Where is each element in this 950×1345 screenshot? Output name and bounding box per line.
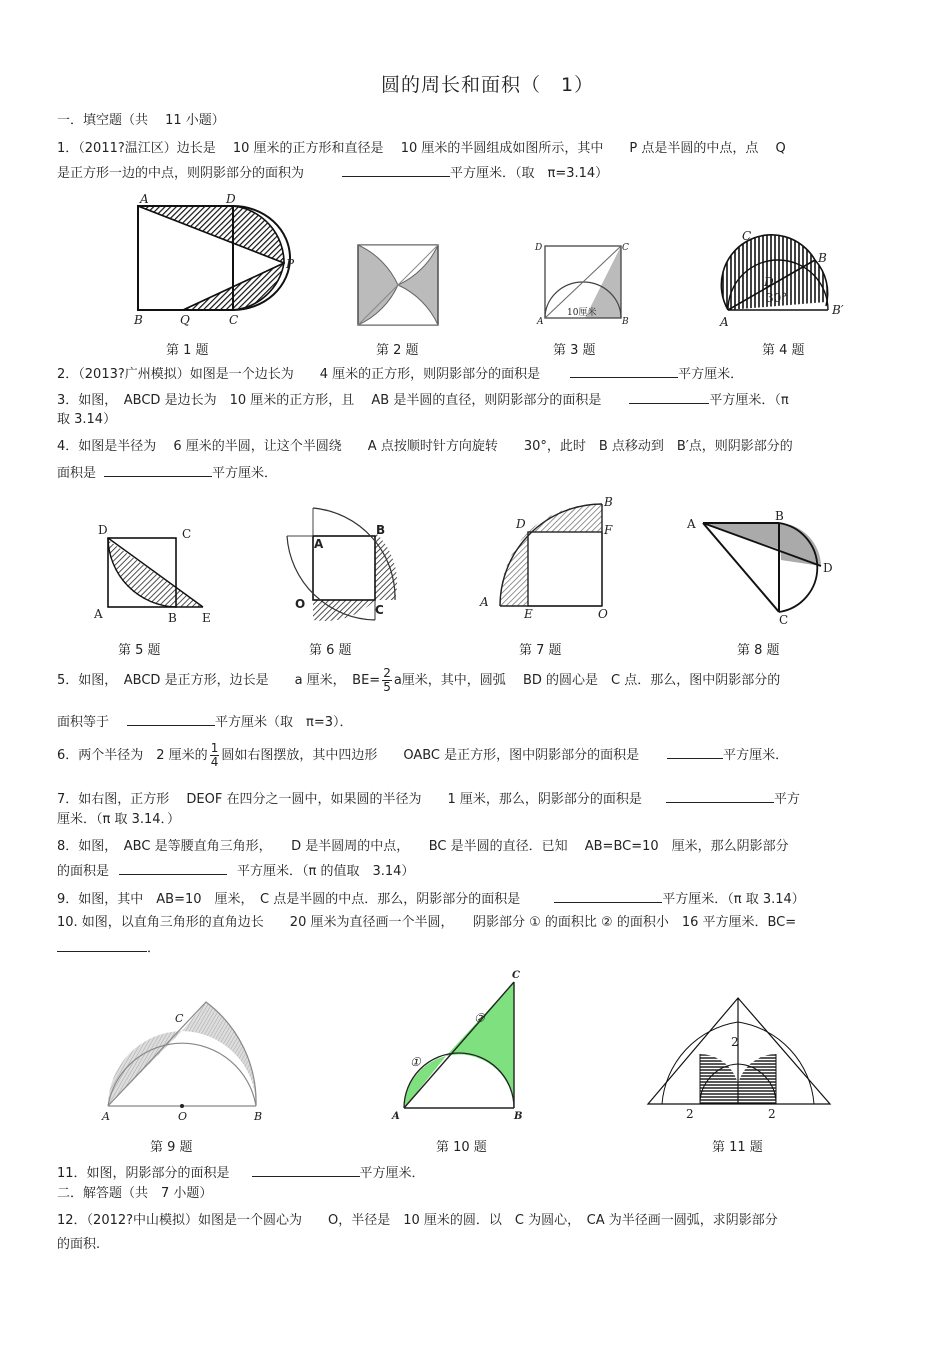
f11-label-height: 2	[731, 1035, 739, 1049]
q6-fraction-numerator: 1	[210, 741, 219, 755]
section-1-heading: 一．填空题（共 11 小题）	[57, 113, 225, 128]
caption-2: 第 2 题	[376, 343, 419, 358]
f5-label-A: A	[94, 607, 103, 621]
f7-label-O: O	[598, 607, 608, 621]
f5-label-D: D	[98, 523, 108, 537]
f3-label-A: A	[537, 317, 544, 327]
f8-label-D: D	[823, 561, 833, 575]
q6-text-c: 平方厘米．	[723, 748, 789, 763]
q7-text-a: 7．如右图，正方形 DEOF 在四分之一圆中，如果圆的半径为 1 厘米，那么，阴影部分的面积是	[57, 792, 642, 807]
caption-4: 第 4 题	[762, 343, 805, 358]
f8-label-C: C	[779, 613, 789, 627]
q1-text-a: 是正方形一边的中点，则阴影部分的面积为	[57, 166, 305, 181]
f7-label-A: A	[480, 595, 489, 609]
f7-label-E: E	[524, 607, 533, 621]
figure-6	[283, 504, 408, 624]
f6-label-B: B	[376, 523, 386, 537]
question-4-line-1: 4．如图是半径为 6 厘米的半圆，让这个半圆绕 A 点按顺时针方向旋转 30°，此时 B 点移动到 B′点，则阴影部分的	[57, 439, 793, 454]
question-10-line-1: 10. 如图，以直角三角形的直角边长 20 厘米为直径画一个半圆， 阴影部分 ① 的面积比 ② 的面积小 16 平方厘米．BC=	[57, 915, 797, 930]
figure-7	[476, 494, 626, 622]
f1-label-A: A	[140, 192, 149, 206]
f8-label-A: A	[687, 517, 696, 531]
figure-5	[88, 518, 223, 628]
f11-label-left: 2	[686, 1107, 694, 1121]
question-9	[57, 888, 805, 909]
f1-label-B: B	[134, 313, 143, 327]
section-2-heading: 二．解答题（共 7 小题）	[57, 1186, 213, 1201]
question-11	[57, 1162, 425, 1183]
caption-3: 第 3 题	[553, 343, 596, 358]
caption-6: 第 6 题	[309, 643, 352, 658]
question-3-line-1	[57, 389, 789, 410]
q4-text-b: 平方厘米．	[212, 466, 278, 481]
f10-label-A: A	[392, 1111, 400, 1122]
f7-label-F: F	[604, 523, 613, 537]
q9-answer-blank[interactable]	[554, 888, 662, 903]
question-7-line-2: 厘米．（π 取 3.14．）	[57, 812, 181, 827]
f3-label-D: D	[535, 243, 543, 253]
q5-answer-blank[interactable]	[127, 711, 215, 726]
figure-9	[96, 994, 276, 1124]
q6-answer-blank[interactable]	[667, 744, 723, 759]
f5-label-B: B	[168, 611, 177, 625]
q3-text-a: 3．如图， ABCD 是边长为 10 厘米的正方形，且 AB 是半圆的直径，则阴影部分的面积是	[57, 393, 602, 408]
q10-answer-blank[interactable]	[57, 937, 147, 952]
f4-label-B: B	[818, 251, 827, 265]
q8-text-b: 平方厘米．（π 的值取 3.14）	[237, 864, 415, 879]
question-8-line-2	[57, 860, 414, 881]
figure-11	[642, 994, 838, 1124]
caption-5: 第 5 题	[118, 643, 161, 658]
f5-label-C: C	[182, 527, 192, 541]
f11-label-right: 2	[768, 1107, 776, 1121]
f7-label-D: D	[516, 517, 526, 531]
question-7-line-1	[57, 788, 800, 809]
question-2	[57, 363, 743, 384]
caption-9: 第 9 题	[150, 1140, 193, 1155]
f7-label-B: B	[604, 495, 613, 509]
caption-11: 第 11 题	[712, 1140, 763, 1155]
question-5-line-2	[57, 711, 353, 732]
f3-label-length: 10厘米	[567, 308, 597, 318]
f6-label-A: A	[314, 537, 324, 551]
question-3-line-2: 取 3.14）	[57, 412, 117, 427]
f1-label-P: P	[286, 257, 295, 271]
q10-text-b: ．	[147, 941, 161, 956]
f10-label-B: B	[514, 1111, 523, 1122]
f1-label-D: D	[226, 192, 236, 206]
f9-label-O: O	[178, 1110, 188, 1123]
f4-label-angle: 30°	[766, 291, 788, 305]
question-1-line-2	[57, 162, 608, 183]
figure-4	[714, 222, 864, 332]
q5-fraction	[382, 667, 392, 694]
f9-label-C: C	[175, 1012, 184, 1025]
f4-label-C: C	[742, 229, 752, 243]
q7-text-b: 平方	[773, 792, 800, 807]
q6-fraction	[210, 742, 220, 769]
q6-fraction-denominator: 4	[210, 755, 219, 769]
question-10-line-2	[57, 937, 160, 958]
f4-label-A: A	[720, 315, 729, 329]
q7-answer-blank[interactable]	[666, 788, 774, 803]
f6-label-O: O	[295, 597, 306, 611]
caption-7: 第 7 题	[519, 643, 562, 658]
figure-8	[683, 508, 848, 628]
q11-text-a: 11．如图，阴影部分的面积是	[57, 1166, 230, 1181]
q2-text-b: 平方厘米．	[678, 367, 744, 382]
q8-answer-blank[interactable]	[119, 860, 227, 875]
question-1-line-1: 1．（2011?温江区）边长是 10 厘米的正方形和直径是 10 厘米的半圆组成如图所示，其中 P 点是半圆的中点，点 Q	[57, 141, 786, 156]
f4-label-Bprime: B′	[832, 303, 844, 317]
q5-text-d: 平方厘米（取 π=3）．	[215, 715, 353, 730]
q3-answer-blank[interactable]	[629, 389, 709, 404]
q5-text-a: 5．如图， ABCD 是正方形，边长是 a 厘米， BE=	[57, 673, 381, 688]
f1-label-C: C	[229, 313, 239, 327]
q6-text-a: 6．两个半径为 2 厘米的	[57, 748, 208, 763]
caption-8: 第 8 题	[737, 643, 780, 658]
q1-text-b: 平方厘米．（取 π=3.14）	[450, 166, 609, 181]
question-12-line-2: 的面积.	[57, 1237, 101, 1252]
f10-label-C: C	[512, 970, 520, 981]
q1-answer-blank[interactable]	[342, 162, 450, 177]
q5-fraction-numerator: 2	[383, 666, 391, 680]
f8-label-B: B	[775, 509, 784, 523]
f10-label-2: ②	[474, 1011, 485, 1025]
question-12-line-1: 12．（2012?中山模拟）如图是一个圆心为 O，半径是 10 厘米的圆．以 C 为圆心， CA 为半径画一圆弧，求阴影部分	[57, 1213, 778, 1228]
f3-label-B: B	[622, 317, 629, 327]
q3-text-b: 平方厘米．（π	[709, 393, 789, 408]
q2-text-a: 2．（2013?广州模拟）如图是一个边长为 4 厘米的正方形，则阴影部分的面积是	[57, 367, 541, 382]
page-title: 圆的周长和面积（ 1）	[381, 74, 595, 96]
figure-1	[128, 192, 308, 332]
q8-text-a: 的面积是	[57, 864, 110, 879]
q5-text-b: a厘米，其中，圆弧 BD 的圆心是 C 点．那么，图中阴影部分的	[393, 673, 781, 688]
f9-label-A: A	[102, 1110, 110, 1123]
q4-text-a: 面积是	[57, 466, 97, 481]
q9-text-a: 9．如图，其中 AB=10 厘米， C 点是半圆的中点．那么，阴影部分的面积是	[57, 892, 521, 907]
q9-text-b: 平方厘米．（π 取 3.14）	[662, 892, 805, 907]
f9-label-B: B	[254, 1110, 263, 1123]
q11-text-b: 平方厘米．	[359, 1166, 425, 1181]
q5-text-c: 面积等于	[57, 715, 110, 730]
figure-3	[533, 240, 633, 328]
q4-answer-blank[interactable]	[104, 462, 212, 477]
caption-1: 第 1 题	[166, 343, 209, 358]
q11-answer-blank[interactable]	[252, 1162, 360, 1177]
f1-label-Q: Q	[180, 313, 190, 327]
q2-answer-blank[interactable]	[570, 363, 678, 378]
figure-2	[356, 243, 440, 327]
f6-label-C: C	[375, 603, 384, 617]
figure-10	[388, 966, 538, 1124]
question-4-line-2	[57, 462, 277, 483]
f4-label-D: D	[764, 275, 774, 289]
question-8-line-1: 8．如图， ABC 是等腰直角三角形， D 是半圆周的中点， BC 是半圆的直径．已知 AB=BC=10 厘米，那么阴影部分	[57, 839, 789, 854]
caption-10: 第 10 题	[436, 1140, 487, 1155]
question-5-line-1	[57, 666, 780, 696]
f5-label-E: E	[202, 611, 211, 625]
f10-label-1: ①	[410, 1055, 421, 1069]
q6-text-b: 圆如右图摆放，其中四边形 OABC 是正方形，图中阴影部分的面积是	[221, 748, 640, 763]
q5-fraction-denominator: 5	[383, 680, 391, 694]
f3-label-C: C	[622, 243, 629, 253]
question-6	[57, 741, 788, 771]
